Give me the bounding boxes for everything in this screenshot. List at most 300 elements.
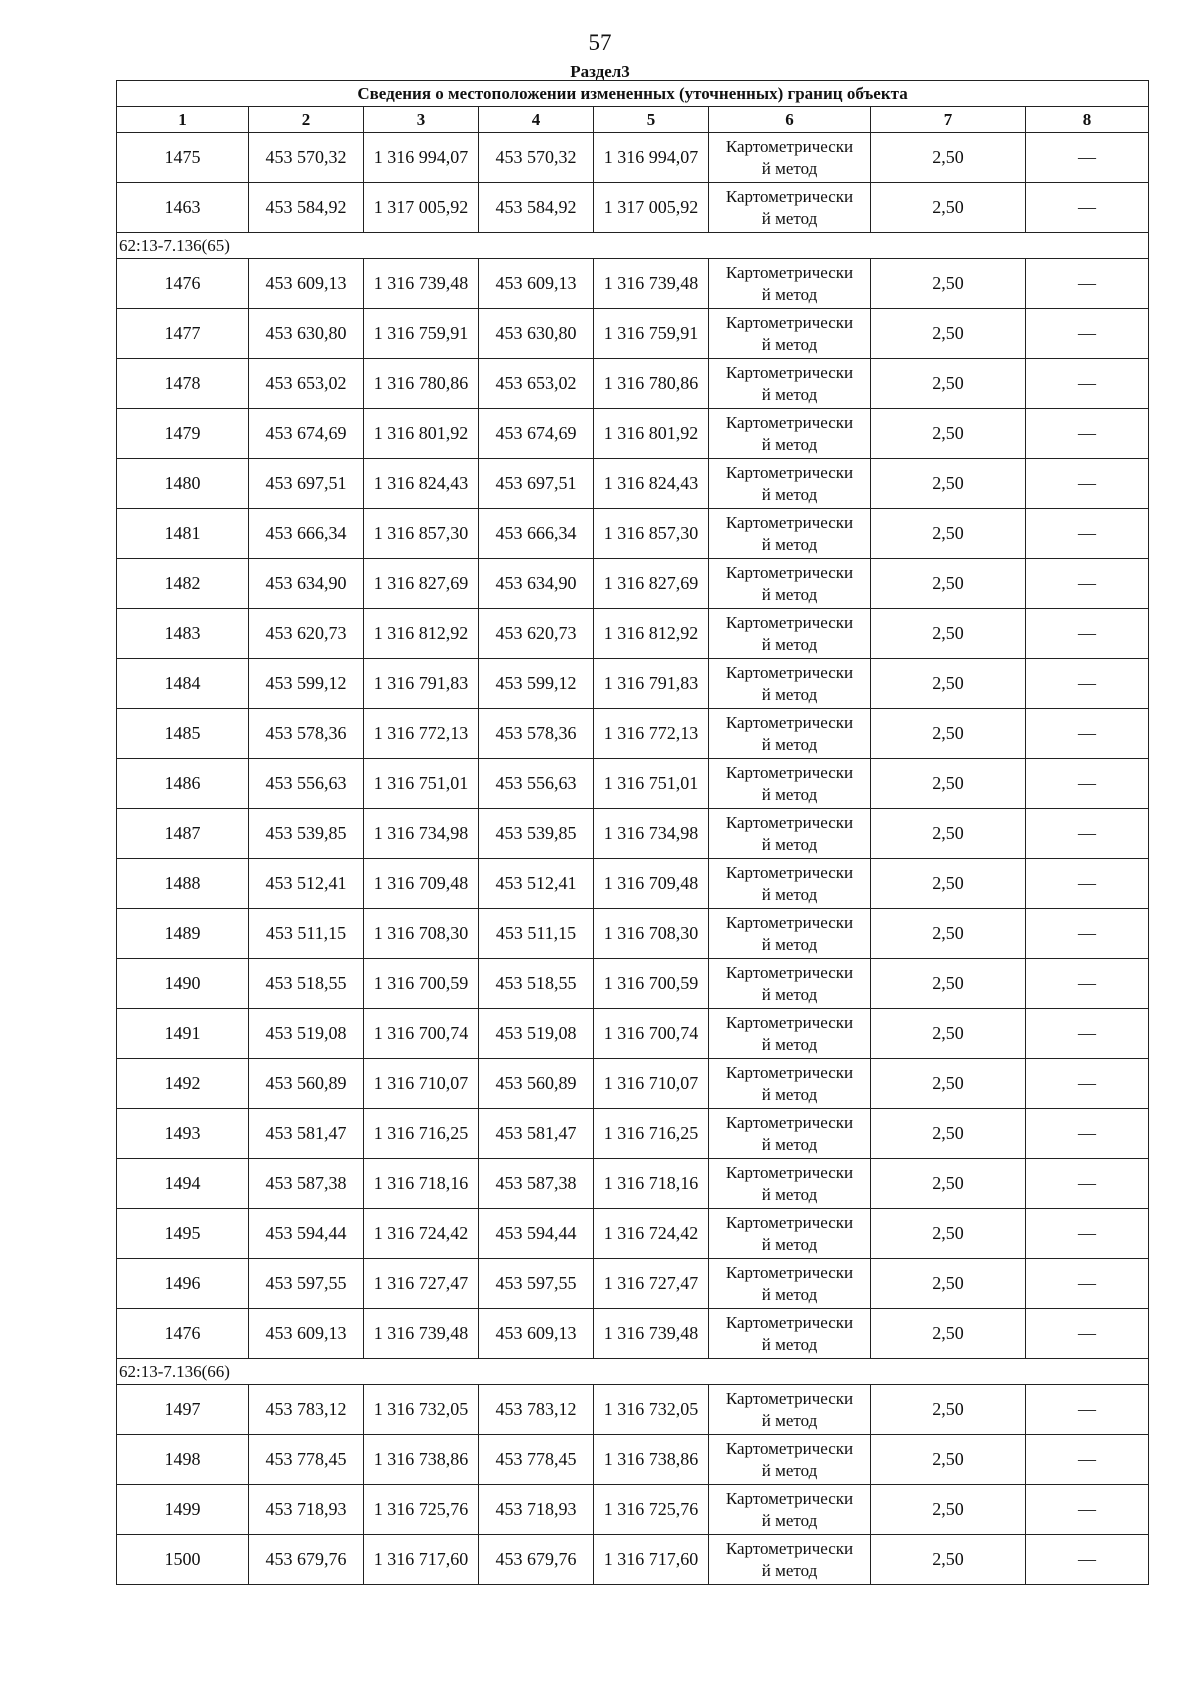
method-cell	[709, 309, 871, 359]
method-cell	[709, 1059, 871, 1109]
table-row	[117, 1435, 1149, 1485]
coord-y-new: 1 316 791,83	[594, 659, 709, 709]
accuracy: 2,50	[871, 133, 1026, 183]
accuracy: 2,50	[871, 959, 1026, 1009]
coord-y-old: 1 316 700,59	[364, 959, 479, 1009]
table-row	[117, 1535, 1149, 1585]
coord-x-new: 453 666,34	[479, 509, 594, 559]
point-id: 1463	[117, 183, 249, 233]
coord-x-old: 453 620,73	[249, 609, 364, 659]
point-id: 1497	[117, 1385, 249, 1435]
coord-y-new: 1 316 772,13	[594, 709, 709, 759]
coord-x-old: 453 587,38	[249, 1159, 364, 1209]
cadastral-block-label: 62:13-7.136(66)	[117, 1359, 1149, 1385]
table-row	[117, 1159, 1149, 1209]
table-row	[117, 259, 1149, 309]
coord-x-old: 453 599,12	[249, 659, 364, 709]
column-8-value: —	[1026, 259, 1149, 309]
method-cell	[709, 1485, 871, 1535]
point-id: 1481	[117, 509, 249, 559]
column-8-value: —	[1026, 1259, 1149, 1309]
method-line-1: Картометрически	[725, 362, 854, 382]
table-row	[117, 1059, 1149, 1109]
column-8-value: —	[1026, 1059, 1149, 1109]
column-8-value: —	[1026, 1309, 1149, 1359]
column-number: 5	[594, 107, 709, 133]
method-line-2: й метод	[761, 1034, 818, 1054]
page-number: 57	[588, 30, 612, 55]
coord-x-new: 453 630,80	[479, 309, 594, 359]
method-cell	[709, 459, 871, 509]
coord-y-new: 1 316 801,92	[594, 409, 709, 459]
table-row	[117, 133, 1149, 183]
column-8-value: —	[1026, 1159, 1149, 1209]
coord-y-old: 1 316 824,43	[364, 459, 479, 509]
method-line-1: Картометрически	[725, 186, 854, 206]
point-id: 1480	[117, 459, 249, 509]
accuracy: 2,50	[871, 759, 1026, 809]
coord-x-new: 453 679,76	[479, 1535, 594, 1585]
coord-x-new: 453 778,45	[479, 1435, 594, 1485]
method-line-1: Картометрически	[725, 612, 854, 632]
coord-y-old: 1 316 791,83	[364, 659, 479, 709]
cadastral-block-label: 62:13-7.136(65)	[117, 233, 1149, 259]
point-id: 1487	[117, 809, 249, 859]
table-row	[117, 1259, 1149, 1309]
accuracy: 2,50	[871, 359, 1026, 409]
method-cell	[709, 133, 871, 183]
point-id: 1492	[117, 1059, 249, 1109]
coord-y-new: 1 316 739,48	[594, 1309, 709, 1359]
coord-x-new: 453 570,32	[479, 133, 594, 183]
accuracy: 2,50	[871, 809, 1026, 859]
table-row	[117, 1385, 1149, 1435]
accuracy: 2,50	[871, 1485, 1026, 1535]
table-row	[117, 1009, 1149, 1059]
coord-x-new: 453 539,85	[479, 809, 594, 859]
table-row	[117, 409, 1149, 459]
coord-x-old: 453 518,55	[249, 959, 364, 1009]
point-id: 1493	[117, 1109, 249, 1159]
method-line-1: Картометрически	[725, 1112, 854, 1132]
coord-x-new: 453 594,44	[479, 1209, 594, 1259]
coord-x-new: 453 597,55	[479, 1259, 594, 1309]
coord-y-old: 1 316 709,48	[364, 859, 479, 909]
method-line-1: Картометрически	[725, 1262, 854, 1282]
method-line-2: й метод	[761, 534, 818, 554]
coord-x-new: 453 581,47	[479, 1109, 594, 1159]
method-line-1: Картометрически	[725, 812, 854, 832]
coord-x-new: 453 620,73	[479, 609, 594, 659]
table-row	[117, 859, 1149, 909]
coord-x-old: 453 578,36	[249, 709, 364, 759]
coord-x-old: 453 634,90	[249, 559, 364, 609]
method-line-2: й метод	[761, 884, 818, 904]
point-id: 1486	[117, 759, 249, 809]
method-cell	[709, 859, 871, 909]
coord-y-old: 1 316 857,30	[364, 509, 479, 559]
column-8-value: —	[1026, 1209, 1149, 1259]
method-cell	[709, 1309, 871, 1359]
method-line-1: Картометрически	[725, 136, 854, 156]
coord-x-new: 453 653,02	[479, 359, 594, 409]
method-line-2: й метод	[761, 1234, 818, 1254]
point-id: 1494	[117, 1159, 249, 1209]
column-8-value: —	[1026, 409, 1149, 459]
method-line-2: й метод	[761, 734, 818, 754]
method-line-1: Картометрически	[725, 962, 854, 982]
table-row	[117, 909, 1149, 959]
coord-y-new: 1 316 739,48	[594, 259, 709, 309]
point-id: 1496	[117, 1259, 249, 1309]
coord-x-old: 453 584,92	[249, 183, 364, 233]
coord-y-new: 1 316 734,98	[594, 809, 709, 859]
table-row	[117, 309, 1149, 359]
method-line-2: й метод	[761, 784, 818, 804]
method-line-2: й метод	[761, 1334, 818, 1354]
method-cell	[709, 1159, 871, 1209]
accuracy: 2,50	[871, 1435, 1026, 1485]
accuracy: 2,50	[871, 509, 1026, 559]
coord-y-new: 1 316 708,30	[594, 909, 709, 959]
method-cell	[709, 1009, 871, 1059]
method-line-2: й метод	[761, 1184, 818, 1204]
coord-x-new: 453 584,92	[479, 183, 594, 233]
coord-y-new: 1 316 738,86	[594, 1435, 709, 1485]
coord-x-new: 453 519,08	[479, 1009, 594, 1059]
coord-x-old: 453 697,51	[249, 459, 364, 509]
point-id: 1476	[117, 259, 249, 309]
column-8-value: —	[1026, 459, 1149, 509]
table-row	[117, 1485, 1149, 1535]
coord-y-old: 1 316 710,07	[364, 1059, 479, 1109]
method-cell	[709, 509, 871, 559]
method-cell	[709, 259, 871, 309]
accuracy: 2,50	[871, 859, 1026, 909]
coord-y-old: 1 316 827,69	[364, 559, 479, 609]
point-id: 1490	[117, 959, 249, 1009]
point-id: 1483	[117, 609, 249, 659]
method-line-2: й метод	[761, 1460, 818, 1480]
method-line-2: й метод	[761, 334, 818, 354]
coord-x-new: 453 560,89	[479, 1059, 594, 1109]
method-line-1: Картометрически	[725, 912, 854, 932]
section-title: Раздел3	[570, 62, 630, 81]
method-cell	[709, 1209, 871, 1259]
coord-y-old: 1 316 759,91	[364, 309, 479, 359]
method-line-2: й метод	[761, 1134, 818, 1154]
column-number: 7	[871, 107, 1026, 133]
table-row	[117, 659, 1149, 709]
coord-x-old: 453 560,89	[249, 1059, 364, 1109]
accuracy: 2,50	[871, 1009, 1026, 1059]
column-8-value: —	[1026, 1435, 1149, 1485]
coord-y-new: 1 316 759,91	[594, 309, 709, 359]
method-line-1: Картометрически	[725, 412, 854, 432]
coord-x-new: 453 518,55	[479, 959, 594, 1009]
method-line-2: й метод	[761, 1284, 818, 1304]
method-line-2: й метод	[761, 208, 818, 228]
method-line-2: й метод	[761, 384, 818, 404]
point-id: 1498	[117, 1435, 249, 1485]
method-line-2: й метод	[761, 984, 818, 1004]
coord-x-new: 453 697,51	[479, 459, 594, 509]
coord-y-new: 1 316 700,74	[594, 1009, 709, 1059]
coord-y-new: 1 316 732,05	[594, 1385, 709, 1435]
column-number: 6	[709, 107, 871, 133]
method-line-1: Картометрически	[725, 712, 854, 732]
coord-x-new: 453 718,93	[479, 1485, 594, 1535]
column-8-value: —	[1026, 359, 1149, 409]
method-cell	[709, 959, 871, 1009]
coord-x-old: 453 512,41	[249, 859, 364, 909]
coord-y-new: 1 316 857,30	[594, 509, 709, 559]
table-row	[117, 709, 1149, 759]
method-line-2: й метод	[761, 634, 818, 654]
coord-x-old: 453 556,63	[249, 759, 364, 809]
coord-x-new: 453 511,15	[479, 909, 594, 959]
coord-y-new: 1 316 700,59	[594, 959, 709, 1009]
coord-x-old: 453 609,13	[249, 1309, 364, 1359]
coord-x-new: 453 587,38	[479, 1159, 594, 1209]
method-line-2: й метод	[761, 1560, 818, 1580]
coord-x-new: 453 609,13	[479, 259, 594, 309]
coord-x-old: 453 519,08	[249, 1009, 364, 1059]
method-line-2: й метод	[761, 684, 818, 704]
method-line-1: Картометрически	[725, 1312, 854, 1332]
coord-y-old: 1 316 727,47	[364, 1259, 479, 1309]
method-cell	[709, 809, 871, 859]
point-id: 1491	[117, 1009, 249, 1059]
coord-y-new: 1 316 827,69	[594, 559, 709, 609]
table-row	[117, 459, 1149, 509]
coord-x-old: 453 581,47	[249, 1109, 364, 1159]
method-line-2: й метод	[761, 584, 818, 604]
accuracy: 2,50	[871, 1309, 1026, 1359]
coord-y-new: 1 316 780,86	[594, 359, 709, 409]
accuracy: 2,50	[871, 259, 1026, 309]
coord-y-new: 1 316 718,16	[594, 1159, 709, 1209]
column-8-value: —	[1026, 1535, 1149, 1585]
coord-y-old: 1 316 751,01	[364, 759, 479, 809]
accuracy: 2,50	[871, 1109, 1026, 1159]
coord-x-old: 453 511,15	[249, 909, 364, 959]
accuracy: 2,50	[871, 559, 1026, 609]
column-8-value: —	[1026, 909, 1149, 959]
point-id: 1488	[117, 859, 249, 909]
method-cell	[709, 1435, 871, 1485]
method-line-1: Картометрически	[725, 1388, 854, 1408]
coord-x-old: 453 666,34	[249, 509, 364, 559]
coord-y-new: 1 316 994,07	[594, 133, 709, 183]
group-row	[117, 1359, 1149, 1385]
column-number: 3	[364, 107, 479, 133]
method-cell	[709, 359, 871, 409]
accuracy: 2,50	[871, 409, 1026, 459]
coord-y-new: 1 316 812,92	[594, 609, 709, 659]
coordinates-table	[116, 80, 1149, 1585]
coord-y-new: 1 316 716,25	[594, 1109, 709, 1159]
method-cell	[709, 659, 871, 709]
point-id: 1476	[117, 1309, 249, 1359]
column-8-value: —	[1026, 709, 1149, 759]
coord-y-new: 1 316 725,76	[594, 1485, 709, 1535]
accuracy: 2,50	[871, 1159, 1026, 1209]
coord-y-old: 1 316 772,13	[364, 709, 479, 759]
coord-y-old: 1 316 994,07	[364, 133, 479, 183]
coord-x-old: 453 597,55	[249, 1259, 364, 1309]
coord-x-old: 453 778,45	[249, 1435, 364, 1485]
method-line-1: Картометрически	[725, 1162, 854, 1182]
method-line-1: Картометрически	[725, 512, 854, 532]
method-line-1: Картометрически	[725, 1012, 854, 1032]
table-row	[117, 809, 1149, 859]
column-8-value: —	[1026, 309, 1149, 359]
column-8-value: —	[1026, 1109, 1149, 1159]
coord-x-old: 453 674,69	[249, 409, 364, 459]
coord-y-old: 1 316 739,48	[364, 1309, 479, 1359]
method-line-2: й метод	[761, 484, 818, 504]
method-line-1: Картометрически	[725, 1538, 854, 1558]
method-line-2: й метод	[761, 1084, 818, 1104]
coord-x-new: 453 674,69	[479, 409, 594, 459]
column-8-value: —	[1026, 509, 1149, 559]
coord-y-old: 1 316 725,76	[364, 1485, 479, 1535]
coord-x-old: 453 630,80	[249, 309, 364, 359]
column-number: 2	[249, 107, 364, 133]
method-line-1: Картометрически	[725, 312, 854, 332]
method-line-1: Картометрически	[725, 1438, 854, 1458]
accuracy: 2,50	[871, 709, 1026, 759]
method-cell	[709, 609, 871, 659]
column-8-value: —	[1026, 859, 1149, 909]
coord-x-new: 453 578,36	[479, 709, 594, 759]
coord-y-old: 1 316 718,16	[364, 1159, 479, 1209]
column-number-row	[117, 107, 1149, 133]
accuracy: 2,50	[871, 1059, 1026, 1109]
coord-y-old: 1 316 700,74	[364, 1009, 479, 1059]
coord-y-new: 1 316 824,43	[594, 459, 709, 509]
coord-x-new: 453 512,41	[479, 859, 594, 909]
table-row	[117, 1209, 1149, 1259]
coord-x-old: 453 570,32	[249, 133, 364, 183]
coord-x-new: 453 609,13	[479, 1309, 594, 1359]
method-cell	[709, 559, 871, 609]
accuracy: 2,50	[871, 183, 1026, 233]
method-line-1: Картометрически	[725, 562, 854, 582]
coord-y-new: 1 316 727,47	[594, 1259, 709, 1309]
table-caption-row	[117, 81, 1149, 107]
coord-y-old: 1 316 724,42	[364, 1209, 479, 1259]
table-body	[117, 133, 1149, 1585]
method-cell	[709, 409, 871, 459]
point-id: 1478	[117, 359, 249, 409]
method-line-1: Картометрически	[725, 662, 854, 682]
point-id: 1475	[117, 133, 249, 183]
method-line-2: й метод	[761, 934, 818, 954]
method-cell	[709, 759, 871, 809]
point-id: 1489	[117, 909, 249, 959]
method-line-1: Картометрически	[725, 262, 854, 282]
group-row	[117, 233, 1149, 259]
coord-y-new: 1 316 724,42	[594, 1209, 709, 1259]
point-id: 1495	[117, 1209, 249, 1259]
coord-x-old: 453 539,85	[249, 809, 364, 859]
table-row	[117, 1109, 1149, 1159]
coord-x-old: 453 783,12	[249, 1385, 364, 1435]
method-line-2: й метод	[761, 834, 818, 854]
coord-y-old: 1 316 732,05	[364, 1385, 479, 1435]
coord-y-old: 1 316 708,30	[364, 909, 479, 959]
coord-y-old: 1 317 005,92	[364, 183, 479, 233]
table-row	[117, 959, 1149, 1009]
coord-x-old: 453 609,13	[249, 259, 364, 309]
coord-y-old: 1 316 812,92	[364, 609, 479, 659]
coord-y-new: 1 316 751,01	[594, 759, 709, 809]
coord-x-new: 453 634,90	[479, 559, 594, 609]
accuracy: 2,50	[871, 609, 1026, 659]
accuracy: 2,50	[871, 909, 1026, 959]
coord-x-new: 453 783,12	[479, 1385, 594, 1435]
column-8-value: —	[1026, 1385, 1149, 1435]
method-line-2: й метод	[761, 284, 818, 304]
method-line-2: й метод	[761, 434, 818, 454]
accuracy: 2,50	[871, 1259, 1026, 1309]
column-8-value: —	[1026, 183, 1149, 233]
method-line-1: Картометрически	[725, 1062, 854, 1082]
coord-x-old: 453 679,76	[249, 1535, 364, 1585]
column-8-value: —	[1026, 133, 1149, 183]
coord-x-new: 453 599,12	[479, 659, 594, 709]
accuracy: 2,50	[871, 1209, 1026, 1259]
coord-y-old: 1 316 780,86	[364, 359, 479, 409]
coord-y-old: 1 316 738,86	[364, 1435, 479, 1485]
column-8-value: —	[1026, 559, 1149, 609]
table-row	[117, 609, 1149, 659]
point-id: 1484	[117, 659, 249, 709]
point-id: 1479	[117, 409, 249, 459]
coord-y-old: 1 316 717,60	[364, 1535, 479, 1585]
column-8-value: —	[1026, 609, 1149, 659]
table-row	[117, 759, 1149, 809]
method-line-2: й метод	[761, 158, 818, 178]
coord-y-new: 1 317 005,92	[594, 183, 709, 233]
column-8-value: —	[1026, 959, 1149, 1009]
table-row	[117, 509, 1149, 559]
method-line-2: й метод	[761, 1510, 818, 1530]
coord-y-old: 1 316 739,48	[364, 259, 479, 309]
accuracy: 2,50	[871, 659, 1026, 709]
method-cell	[709, 709, 871, 759]
point-id: 1500	[117, 1535, 249, 1585]
method-line-1: Картометрически	[725, 1212, 854, 1232]
column-8-value: —	[1026, 759, 1149, 809]
method-line-1: Картометрически	[725, 462, 854, 482]
point-id: 1499	[117, 1485, 249, 1535]
method-line-1: Картометрически	[725, 862, 854, 882]
table-caption: Сведения о местоположении измененных (уточненных) границ объекта	[117, 81, 1149, 107]
method-line-1: Картометрически	[725, 762, 854, 782]
column-8-value: —	[1026, 659, 1149, 709]
coord-y-new: 1 316 717,60	[594, 1535, 709, 1585]
coord-y-old: 1 316 716,25	[364, 1109, 479, 1159]
coord-y-new: 1 316 710,07	[594, 1059, 709, 1109]
accuracy: 2,50	[871, 1535, 1026, 1585]
method-cell	[709, 1385, 871, 1435]
table-row	[117, 359, 1149, 409]
column-number: 4	[479, 107, 594, 133]
method-cell	[709, 1535, 871, 1585]
